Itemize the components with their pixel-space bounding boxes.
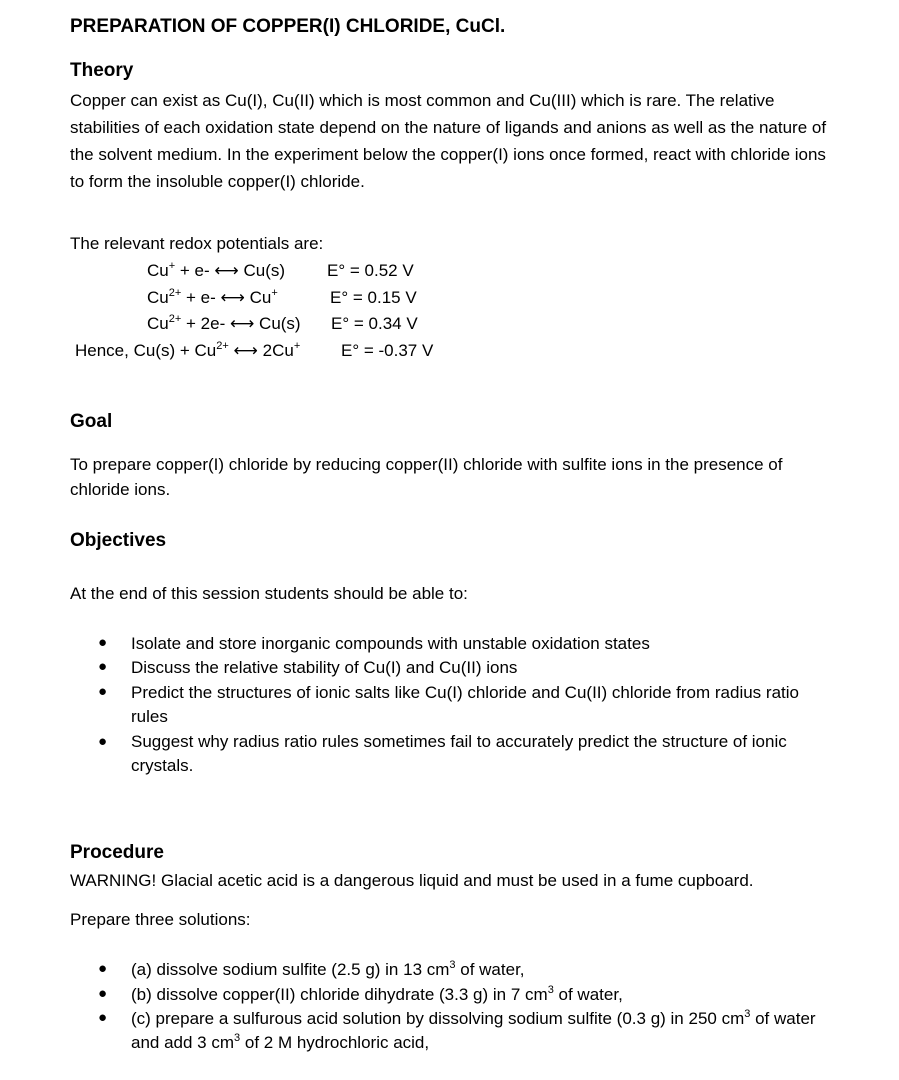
reaction-2-potential: E° = 0.15 V <box>330 288 417 307</box>
reaction-1: Cu+ + e- ⟷ Cu(s) <box>147 260 286 280</box>
bullet-icon: ● <box>98 985 108 1002</box>
bullet-icon: ● <box>98 634 108 651</box>
theory-paragraph: Copper can exist as Cu(I), Cu(II) which is most common and Cu(III) which is rare. The relative stabilities of each oxidation state depend on the nature of ligands and anions as well as the nature of the solvent medium. In the experiment below the copper(I) ions once formed, react with chloride ions to form the insoluble copper(I) chloride. <box>70 91 827 191</box>
procedure-item: (a) dissolve sodium sulfite (2.5 g) in 13 $cm^3$ of water, <box>131 959 525 979</box>
objective-item: Suggest why radius ratio rules sometimes fail to accurately predict the structure of ionic crystals. <box>131 732 787 775</box>
objective-item: Isolate and store inorganic compounds with unstable oxidation states <box>131 634 650 653</box>
reaction-4-potential: E° = -0.37 V <box>341 341 434 360</box>
procedure-warning: WARNING! Glacial acetic acid is a dangerous liquid and must be used in a fume cupboard. <box>70 871 754 890</box>
bullet-icon: ● <box>98 733 108 750</box>
page-title: PREPARATION OF COPPER(I) CHLORIDE, CuCl. <box>70 16 506 37</box>
goal-paragraph: To prepare copper(I) chloride by reducing copper(II) chloride with sulfite ions in the presence of chloride ions. <box>70 455 783 499</box>
bullet-icon: ● <box>98 960 108 977</box>
reaction-1-potential: E° = 0.52 V <box>327 261 414 280</box>
procedure-item: (b) dissolve copper(II) chloride dihydrate (3.3 g) in 7 $cm^3$ of water, <box>131 984 623 1004</box>
bullet-icon: ● <box>98 1009 108 1026</box>
bullet-icon: ● <box>98 683 108 700</box>
bullet-icon: ● <box>98 658 108 675</box>
procedure-intro: Prepare three solutions: <box>70 910 251 929</box>
objective-item: Predict the structures of ionic salts like Cu(I) chloride and Cu(II) chloride from radius ratio rules <box>131 683 799 726</box>
redox-intro: The relevant redox potentials are: <box>70 234 324 253</box>
objectives-heading: Objectives <box>70 530 167 551</box>
reaction-3-potential: E° = 0.34 V <box>331 314 418 333</box>
procedure-item: (c) prepare a sulfurous acid solution by dissolving sodium sulfite (0.3 g) in 250 $cm^3$ of water and add 3 $cm^3$ of 2 M hydrochloric acid, <box>131 1008 816 1052</box>
theory-heading: Theory <box>70 60 134 81</box>
objectives-intro: At the end of this session students should be able to: <box>70 584 468 603</box>
reaction-4: Hence, $Cu(s) + Cu^{2+}$ ⟷ 2Cu+ <box>75 340 301 360</box>
objective-item: Discuss the relative stability of Cu(I) and Cu(II) ions <box>131 658 518 677</box>
goal-heading: Goal <box>70 411 113 432</box>
procedure-heading: Procedure <box>70 842 164 863</box>
reaction-3: $Cu^{2+} + 2e-$ ⟷ Cu(s) <box>147 313 301 333</box>
reaction-2: $Cu^{2+} + e-$ ⟷ Cu+ <box>147 287 278 307</box>
